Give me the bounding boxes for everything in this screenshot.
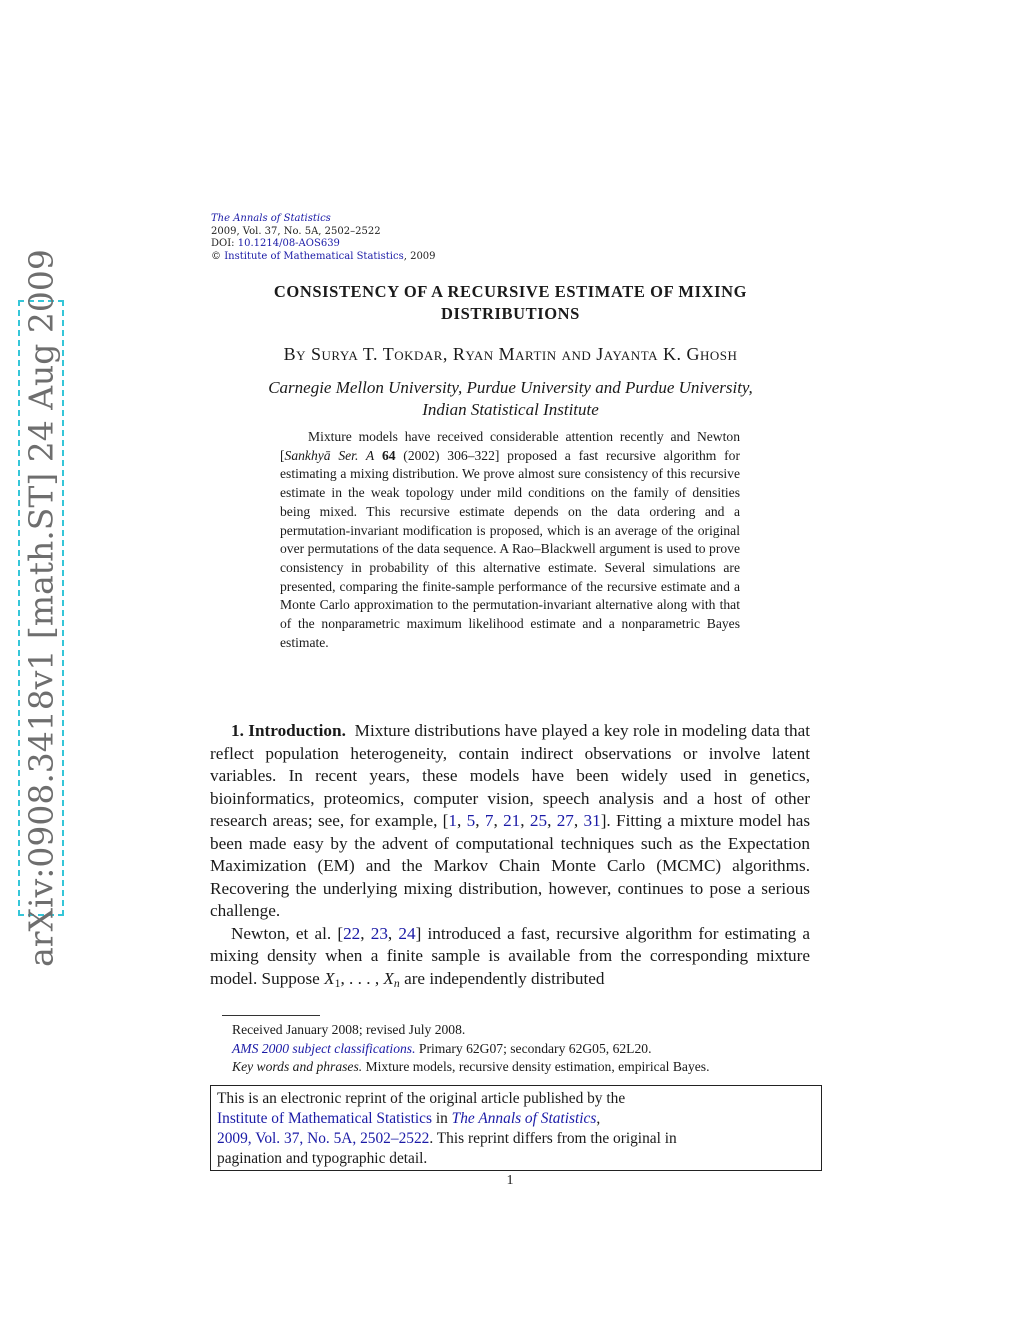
abstract-cite-volume: 64 bbox=[381, 447, 396, 463]
intro-p2-text-c: are independently distributed bbox=[399, 968, 605, 988]
abstract bbox=[280, 428, 740, 652]
journal-header bbox=[211, 213, 436, 263]
citation-link[interactable]: 21 bbox=[503, 811, 521, 830]
title-line-2: DISTRIBUTIONS bbox=[441, 304, 580, 323]
math-variable: X bbox=[383, 968, 394, 988]
citation-link[interactable]: 24 bbox=[398, 923, 416, 943]
footnote-keywords bbox=[232, 1058, 822, 1077]
reprint-notice bbox=[210, 1085, 822, 1171]
arxiv-stamp bbox=[18, 249, 64, 967]
page-number: 1 bbox=[506, 1173, 514, 1188]
intro-paragraph-1: 1. Introduction. Mixture distributions have played a key role in modeling data that reflect population heterogeneity, contain indirect observations or involve latent variables. In recent years, these models have been widely used in genetics, bioinformatics, proteomics, computer vision, speech analysis and a host of other research areas; see, for example, [1, 5, 7, 21, 25, 27, 31]. Fitting a mixture model has been made easy by the advent of computational techniques such as the Expectation Maximization (EM) and the Markov Chain Monte Carlo (MCMC) algorithms. Recovering the underlying mixing distribution, however, continues to pose a serious challenge. bbox=[210, 721, 811, 920]
intro-paragraph-2: Newton, et al. [22, 23, 24] introduced a fast, recursive algorithm for estimating a mixing density when a finite sample is available from the corresponding mixture model. Suppose $X_1$, . . . , $X_n$ are independently distributed bbox=[210, 923, 810, 990]
ams-classification-link[interactable]: AMS 2000 subject classifications. bbox=[232, 1040, 416, 1056]
intro-p2-text-b: ] introduced a fast, recursive algorithm for estimating a mixing density when a finite sample is available from the corresponding mixture model. Suppose bbox=[210, 923, 810, 988]
intro-p1-text-b: ]. Fitting a mixture model has been made easy by the advent of computational techniques such as the Expectation Maximization (EM) and the Markov Chain Monte Carlo (MCMC) algorithms. Recovering the underlying mixing distribution, however, continues to pose a serious challenge. bbox=[210, 811, 811, 920]
citation-link[interactable]: 7 bbox=[484, 811, 494, 830]
math-subscript: n bbox=[393, 976, 400, 990]
reprint-comma: , bbox=[596, 1110, 601, 1127]
journal-link[interactable]: The Annals of Statistics bbox=[451, 1110, 597, 1127]
citation-link[interactable]: 22 bbox=[343, 923, 361, 943]
paper-title bbox=[200, 281, 821, 325]
footnote-divider bbox=[222, 1015, 320, 1016]
affiliation bbox=[200, 377, 821, 421]
math-variable: X bbox=[324, 968, 335, 988]
affiliation-line-2: Indian Statistical Institute bbox=[422, 400, 599, 419]
journal-name-link[interactable]: The Annals of Statistics bbox=[211, 213, 331, 224]
journal-volume: 2009, Vol. 37, No. 5A, 2502–2522 bbox=[211, 225, 381, 237]
citation-link[interactable]: 31 bbox=[583, 811, 601, 830]
footnote-ams bbox=[232, 1040, 822, 1059]
copyright-year: , 2009 bbox=[403, 250, 436, 262]
citation-link[interactable]: 23 bbox=[370, 923, 388, 943]
doi-label: DOI: bbox=[211, 238, 235, 249]
ams-text: Primary 62G07; secondary 62G05, 62L20. bbox=[415, 1040, 652, 1056]
abstract-cite-journal: Sankhyā Ser. A bbox=[284, 447, 375, 463]
body-text bbox=[210, 720, 810, 990]
intro-p2-text-a: Newton, et al. [ bbox=[231, 923, 344, 943]
copyright-holder-link[interactable]: Institute of Mathematical Statistics bbox=[224, 250, 404, 262]
math-subscript: 1 bbox=[334, 976, 341, 990]
citation-link[interactable]: 5 bbox=[466, 811, 476, 830]
citation-link[interactable]: 27 bbox=[556, 811, 574, 830]
abstract-part-2: (2002) 306–322] proposed a fast recursive algorithm for estimating a mixing distribution. We prove almost sure consistency of this recursive estimate in the weak topology under mild conditions on the family of densities being mixed. This recursive estimate depends on the data ordering and a permutation-invariant modification is proposed, which is an average of the original over permutations of the data sequence. A Rao–Blackwell argument is used to prove consistency in probability of this alternative estimate. Several simulations are presented, comparing the finite-sample performance of the recursive estimate and a Monte Carlo approximation to the permutation-invariant alternative along with that of the nonparametric maximum likelihood estimate and a nonparametric Bayes estimate. bbox=[280, 447, 740, 650]
volume-link[interactable]: 2009, Vol. 37, No. 5A, 2502–2522 bbox=[217, 1130, 430, 1147]
arxiv-identifier[interactable]: arXiv:0908.3418v1 [math.ST] 24 Aug 2009 bbox=[21, 249, 61, 967]
title-line-1: CONSISTENCY OF A RECURSIVE ESTIMATE OF MIXING bbox=[273, 282, 748, 301]
intro-p1-text-a: Mixture distributions have played a key role in modeling data that reflect population heterogeneity, contain indirect observations or involve latent variables. In recent years, these models have been widely used in genetics, bioinformatics, proteomics, computer vision, speech analysis and a host of other research areas; see, for example, [ bbox=[210, 721, 811, 830]
reprint-line-1: This is an electronic reprint of the original article published by the bbox=[217, 1090, 626, 1107]
footnotes bbox=[232, 1021, 822, 1077]
math-ellipsis: , . . . , bbox=[340, 968, 384, 988]
reprint-in: in bbox=[432, 1110, 452, 1127]
keywords-label: Key words and phrases. bbox=[232, 1059, 363, 1074]
authors: By Surya T. Tokdar, Ryan Martin and Jayanta K. Ghosh bbox=[283, 344, 738, 364]
reprint-differs: . This reprint differs from the original in bbox=[429, 1130, 677, 1147]
citation-link[interactable]: 1 bbox=[448, 811, 458, 830]
abstract-part-1: Mixture models have received considerable attention recently and Newton [ bbox=[280, 429, 740, 463]
reprint-line-4: pagination and typographic detail. bbox=[217, 1150, 428, 1167]
footnote-received: Received January 2008; revised July 2008. bbox=[232, 1022, 466, 1037]
citation-link[interactable]: 25 bbox=[529, 811, 548, 830]
section-heading: 1. Introduction. bbox=[231, 721, 346, 740]
affiliation-line-1: Carnegie Mellon University, Purdue University and Purdue University, bbox=[268, 378, 753, 397]
keywords-text: Mixture models, recursive density estimation, empirical Bayes. bbox=[362, 1059, 710, 1074]
copyright-icon: © bbox=[211, 250, 221, 262]
institute-link[interactable]: Institute of Mathematical Statistics bbox=[217, 1110, 432, 1127]
doi-link[interactable]: 10.1214/08-AOS639 bbox=[237, 238, 340, 249]
